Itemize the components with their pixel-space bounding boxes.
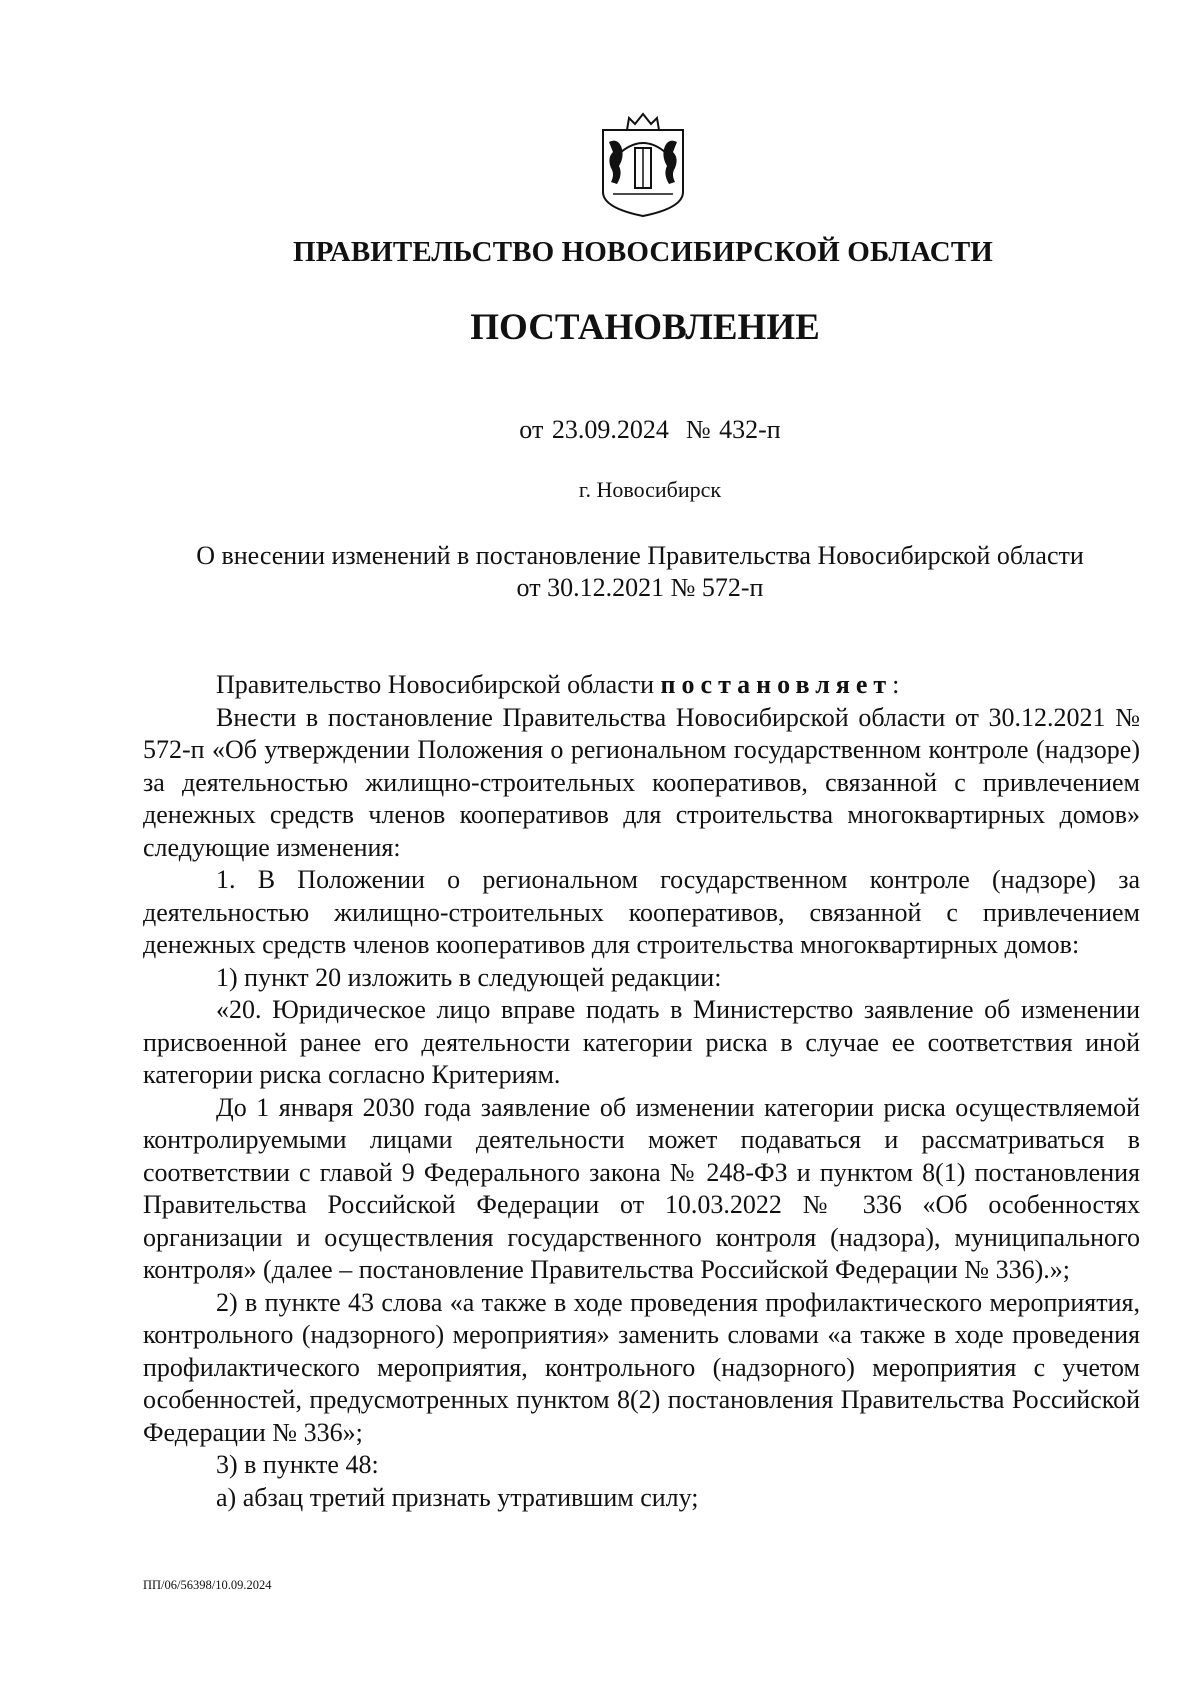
document-subject	[140, 540, 1140, 604]
paragraph-8: а) абзац третий признать утратившим силу;	[216, 1482, 699, 1512]
intro-prefix: Правительство Новосибирской области	[216, 670, 661, 699]
document-date-number: от 23.09.2024 № 432-п	[519, 415, 781, 444]
paragraph-7: 3) в пункте 48:	[216, 1450, 379, 1479]
intro-suffix: :	[892, 670, 900, 699]
subject-line-2: от 30.12.2021 № 572-п	[516, 573, 764, 602]
paragraph-5: До 1 января 2030 года заявление об изменении категории риска осуществляемой контролируемыми лицами деятельности может подаваться и рассматриваться в соответствии с главой 9 Федерального закона № 248-ФЗ и пунктом 8(1) постановления Правительства Российской Федерации от 10.03.2022 № 336 «Об особенностях организации и осуществления государственного контроля (надзора), муниципального контроля» (далее – постановление Правительства Российской Федерации № 336).»;	[143, 1092, 1140, 1284]
document-body	[143, 669, 1140, 1514]
coat-of-arms-icon	[599, 112, 687, 218]
paragraph-6: 2) в пункте 43 слова «а также в ходе проведения профилактического мероприятия, контрольного (надзорного) мероприятия» заменить словами «а также в ходе проведения профилактического мероприятия, контрольного (надзорного) мероприятия с учетом особенностей, предусмотренных пунктом 8(2) постановления Правительства Российской Федерации № 336»;	[143, 1287, 1140, 1447]
footer-code: ПП/06/56398/10.09.2024	[143, 1578, 272, 1592]
intro-decree-word: постановляет	[660, 670, 893, 699]
intro-paragraph	[143, 669, 1140, 702]
document-type-title: ПОСТАНОВЛЕНИЕ	[470, 307, 820, 348]
paragraph-4: «20. Юридическое лицо вправе подать в Министерство заявление об изменении присвоенной ранее его деятельности категории риска в случае ее соответствия иной категории риска согласно Критериям.	[143, 995, 1140, 1089]
paragraph-2: 1. В Положении о региональном государственном контроле (надзоре) за деятельностью жилищно-строительных кооперативов, связанной с привлечением денежных средств членов кооперативов для строительства многоквартирных домов:	[143, 865, 1140, 959]
organization-title: ПРАВИТЕЛЬСТВО НОВОСИБИРСКОЙ ОБЛАСТИ	[293, 236, 993, 268]
subject-line-1: О внесении изменений в постановление Правительства Новосибирской области	[196, 541, 1084, 570]
paragraph-1: Внести в постановление Правительства Новосибирской области от 30.12.2021 № 572-п «Об утверждении Положения о региональном государственном контроле (надзоре) за деятельностью жилищно-строительных кооперативов, связанной с привлечением денежных средств членов кооперативов для строительства многоквартирных домов» следующие изменения:	[143, 702, 1140, 862]
document-city: г. Новосибирск	[578, 477, 722, 502]
paragraph-3: 1) пункт 20 изложить в следующей редакции:	[216, 962, 722, 992]
